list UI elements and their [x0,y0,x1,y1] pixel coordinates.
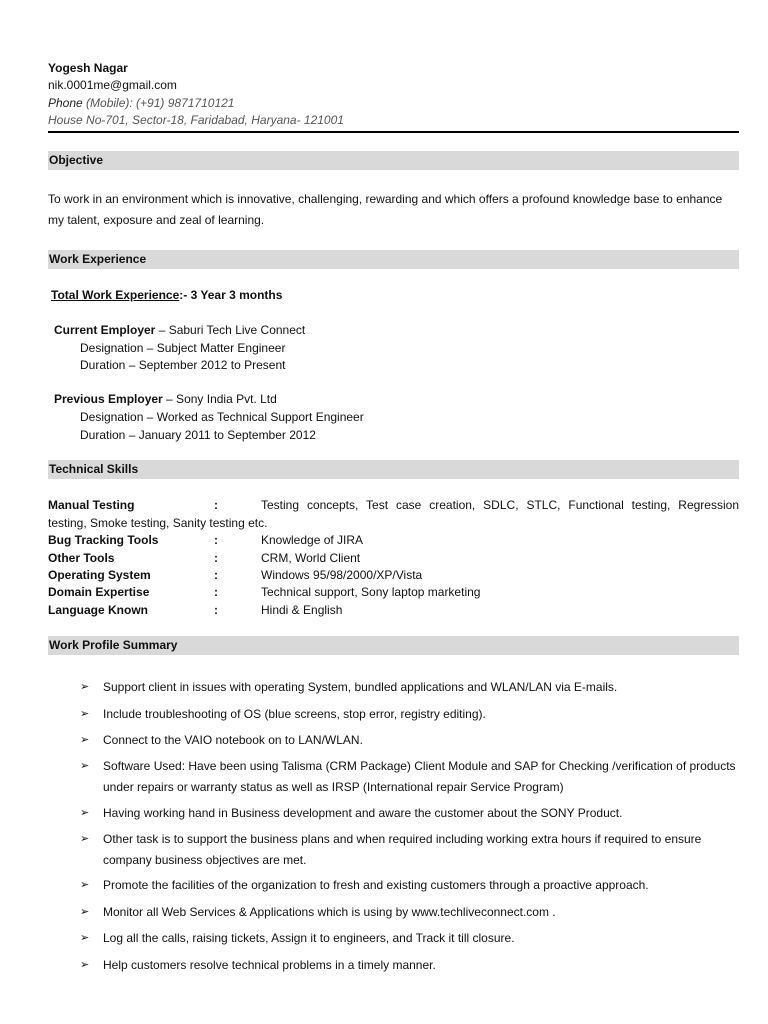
phone-label: Phone [48,96,83,110]
skill-label-manual-testing: Manual Testing [48,498,135,512]
skill-colon: : [214,568,218,582]
skill-value-manual-testing-line1: Testing concepts, Test case creation, SDLC, STLC, Functional testing, Regression [261,498,739,512]
bullet-arrow-icon: ➢ [80,708,90,720]
section-heading-work-profile-summary: Work Profile Summary [48,636,739,655]
skill-label-bug-tracking: Bug Tracking Tools [48,533,159,547]
skill-value-language-known: Hindi & English [261,603,343,617]
bullet-arrow-icon: ➢ [80,807,90,819]
skill-label-operating-system: Operating System [48,568,151,582]
bullet-arrow-icon: ➢ [80,734,90,746]
section-heading-work-experience: Work Experience [48,250,739,269]
bullet-arrow-icon: ➢ [80,681,90,693]
skill-colon: : [214,551,218,565]
phone-line [48,95,234,111]
total-experience-value: :- 3 Year 3 months [179,288,283,302]
email-address: nik.0001me@gmail.com [48,78,177,92]
address: House No-701, Sector-18, Faridabad, Haryana- 121001 [48,113,344,127]
profile-item: Promote the facilities of the organization to fresh and existing customers through a proactive approach. [103,878,649,892]
skill-label-domain-expertise: Domain Expertise [48,585,150,599]
profile-item: Log all the calls, raising tickets, Assign it to engineers, and Track it till closure. [103,931,515,945]
skill-colon: : [214,585,218,599]
profile-item: Other task is to support the business plans and when required including working extra hours if required to ensure company business objectives are met. [103,832,702,867]
current-designation: Designation – Subject Matter Engineer [80,341,286,355]
profile-item: Include troubleshooting of OS (blue screens, stop error, registry editing). [103,707,486,721]
profile-item: Monitor all Web Services & Applications which is using by www.techliveconnect.com . [103,905,556,919]
bullet-arrow-icon: ➢ [80,760,90,772]
candidate-name: Yogesh Nagar [48,61,128,75]
bullet-arrow-icon: ➢ [80,959,90,971]
bullet-arrow-icon: ➢ [80,932,90,944]
bullet-arrow-icon: ➢ [80,879,90,891]
current-employer-value: – Saburi Tech Live Connect [155,323,306,337]
previous-designation: Designation – Worked as Technical Support Engineer [80,410,364,424]
current-duration: Duration – September 2012 to Present [80,358,286,372]
profile-item: Having working hand in Business development and aware the customer about the SONY Product. [103,806,623,820]
skill-colon: : [214,498,218,512]
bullet-arrow-icon: ➢ [80,833,90,845]
skill-label-other-tools: Other Tools [48,551,115,565]
previous-employer-value: – Sony India Pvt. Ltd [162,392,277,406]
profile-item: Connect to the VAIO notebook on to LAN/WLAN. [103,733,363,747]
total-experience-label: Total Work Experience [51,288,180,302]
section-heading-technical-skills: Technical Skills [48,460,739,479]
profile-item: Software Used: Have been using Talisma (CRM Package) Client Module and SAP for Checking /verification of products under repairs or warranty status as well as IRSP (International repair Service Program) [103,759,736,794]
profile-item: Help customers resolve technical problems in a timely manner. [103,958,436,972]
current-employer-label: Current Employer [54,323,156,337]
previous-employer [54,391,277,407]
skill-colon: : [214,533,218,547]
bullet-arrow-icon: ➢ [80,906,90,918]
skill-value-domain-expertise: Technical support, Sony laptop marketing [261,585,481,599]
skill-value-operating-system: Windows 95/98/2000/XP/Vista [261,568,423,582]
skill-colon: : [214,603,218,617]
skill-value-bug-tracking: Knowledge of JIRA [261,533,364,547]
skill-value-manual-testing-line2: testing, Smoke testing, Sanity testing etc. [48,516,268,530]
current-employer [54,322,305,338]
profile-item: Support client in issues with operating System, bundled applications and WLAN/LAN via E-mails. [103,680,618,694]
section-heading-objective: Objective [48,151,739,170]
phone-value: (Mobile): (+91) 9871710121 [82,96,235,110]
previous-duration: Duration – January 2011 to September 2012 [80,428,316,442]
header-divider [48,131,739,133]
previous-employer-label: Previous Employer [54,392,163,406]
objective-text: To work in an environment which is innovative, challenging, rewarding and which offers a profound knowledge base to enhance my talent, exposure and zeal of learning. [48,192,723,227]
skill-value-other-tools: CRM, World Client [261,551,361,565]
skill-label-language-known: Language Known [48,603,148,617]
total-experience [51,287,282,303]
